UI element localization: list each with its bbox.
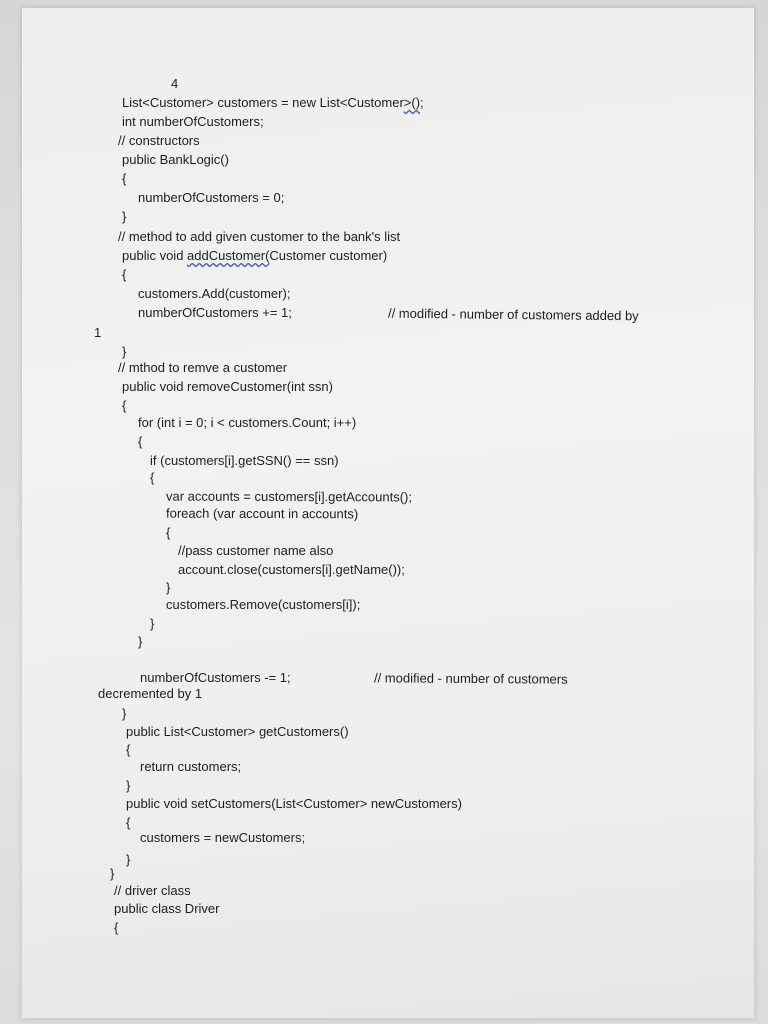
code-line: // method to add given customer to the bank's list <box>118 229 401 244</box>
code-line: } <box>110 866 115 881</box>
code-line: for (int i = 0; i < customers.Count; i++) <box>138 415 357 430</box>
page-number: 4 <box>171 76 179 91</box>
code-line: account.close(customers[i].getName()); <box>178 562 405 577</box>
code-line: { <box>122 267 127 282</box>
code-line: public void setCustomers(List<Customer> newCustomers) <box>126 796 462 811</box>
code-line: decremented by 1 <box>98 686 203 701</box>
code-line: public List<Customer> getCustomers() <box>126 724 349 739</box>
code-line: public class Driver <box>114 901 220 916</box>
code-line: customers.Remove(customers[i]); <box>166 597 361 612</box>
code-line: int numberOfCustomers; <box>122 114 264 129</box>
code-line: } <box>150 616 155 631</box>
code-line: return customers; <box>140 759 242 774</box>
code-line: List<Customer> customers = new List<Customer>(); <box>122 95 424 110</box>
code-line: { <box>138 434 143 449</box>
code-line: } <box>122 209 127 224</box>
code-line: public void removeCustomer(int ssn) <box>122 379 333 394</box>
code-line: numberOfCustomers = 0; <box>138 190 285 205</box>
code-line: { <box>166 525 171 540</box>
code-line: customers = newCustomers; <box>140 830 306 845</box>
code-line: numberOfCustomers -= 1; <box>140 670 291 685</box>
code-line: if (customers[i].getSSN() == ssn) <box>150 453 339 468</box>
code-line: // constructors <box>118 133 200 148</box>
code-line: { <box>126 742 131 757</box>
code-line: } <box>126 852 131 867</box>
code-line: public BankLogic() <box>122 152 229 167</box>
code-line: foreach (var account in accounts) <box>165 505 359 522</box>
code-line: { <box>150 470 155 485</box>
code-line: } <box>138 634 143 649</box>
code-line: //pass customer name also <box>178 543 334 558</box>
code-line: var accounts = customers[i].getAccounts(); <box>165 488 413 505</box>
code-line: public void addCustomer(Customer customer) <box>122 248 388 263</box>
code-line: // driver class <box>114 883 191 898</box>
code-line: } <box>126 778 131 793</box>
code-line: } <box>122 706 127 721</box>
code-line: } <box>166 580 171 595</box>
code-line: // modified - number of customers added by <box>387 305 639 324</box>
code-line: // mthod to remve a customer <box>118 360 288 375</box>
code-line: { <box>126 815 131 830</box>
code-line: { <box>122 398 127 413</box>
code-line: } <box>122 344 127 359</box>
code-line: 1 <box>94 325 102 340</box>
code-line: customers.Add(customer); <box>138 286 291 301</box>
code-line: // modified - number of customers <box>373 670 568 687</box>
code-line: numberOfCustomers += 1; <box>138 305 292 320</box>
code-line: { <box>122 171 127 186</box>
code-line: { <box>114 920 119 935</box>
